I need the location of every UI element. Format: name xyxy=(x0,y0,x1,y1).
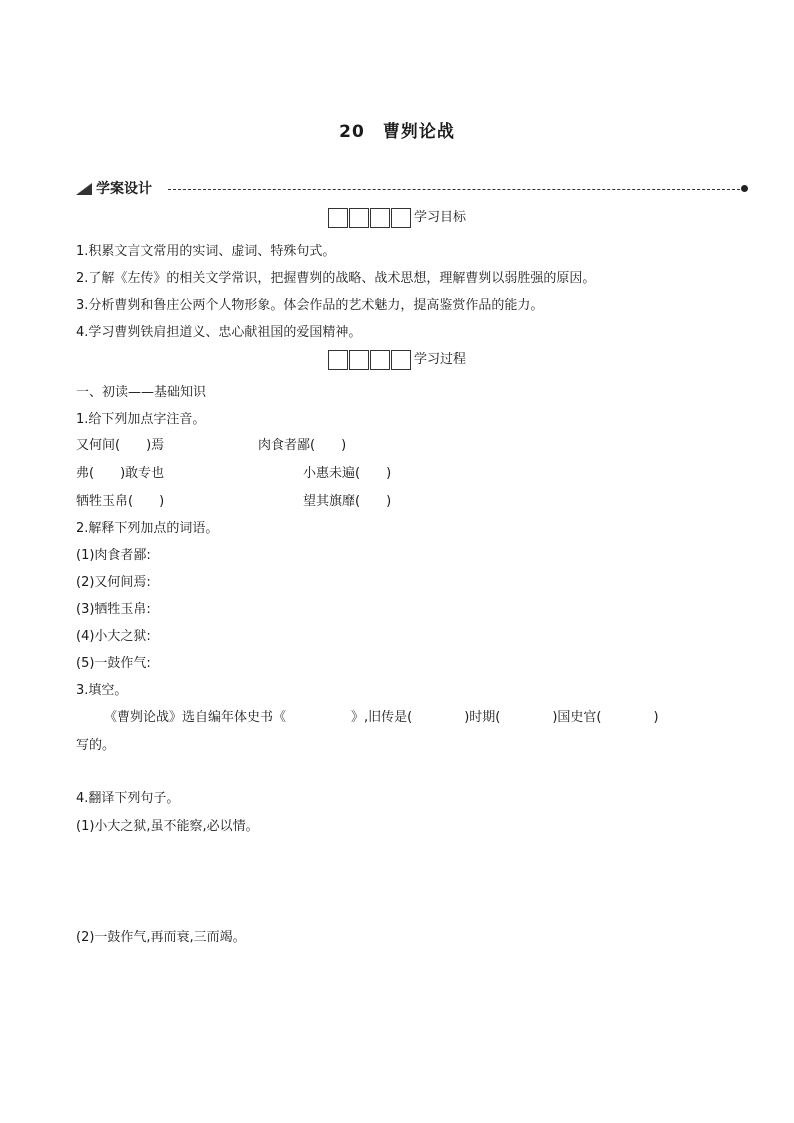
pinyin-item: 肉食者鄙( ) xyxy=(258,438,347,453)
box-icon xyxy=(349,350,369,370)
triangle-icon xyxy=(76,183,92,195)
section-heading-goals xyxy=(328,208,466,228)
page-title xyxy=(0,117,794,142)
fill-blank-line: 写的。 xyxy=(76,738,116,753)
definition-item: (1)肉食者鄙: xyxy=(76,548,151,563)
goal-item: 3.分析曹刿和鲁庄公两个人物形象。体会作品的艺术魅力，提高鉴赏作品的能力。 xyxy=(76,298,544,313)
section-heading-label: 学习过程 xyxy=(414,352,467,367)
translation-item: (1)小大之狱,虽不能察,必以情。 xyxy=(76,819,259,834)
definition-item: (2)又何间焉: xyxy=(76,575,151,590)
pinyin-item: 小惠未遍( ) xyxy=(303,466,392,481)
box-icon xyxy=(391,208,411,228)
goal-item: 4.学习曹刿铁肩担道义、忠心献祖国的爱国精神。 xyxy=(76,325,362,340)
section-banner xyxy=(76,179,748,199)
lesson-number: 20 xyxy=(339,122,365,142)
question-title: 3.填空。 xyxy=(76,683,128,698)
box-icon xyxy=(391,350,411,370)
goal-item: 1.积累文言文常用的实词、虚词、特殊句式。 xyxy=(76,244,336,259)
box-icon xyxy=(370,350,390,370)
question-title: 2.解释下列加点的词语。 xyxy=(76,521,219,536)
box-icon xyxy=(349,208,369,228)
banner-label: 学案设计 xyxy=(96,181,152,197)
lesson-title: 曹刿论战 xyxy=(382,122,455,142)
translation-item: (2)一鼓作气,再而衰,三而竭。 xyxy=(76,930,246,945)
goal-item: 2.了解《左传》的相关文学常识，把握曹刿的战略、战术思想，理解曹刿以弱胜强的原因。 xyxy=(76,271,596,286)
definition-item: (3)牺牲玉帛: xyxy=(76,602,151,617)
pinyin-item: 牺牲玉帛( ) xyxy=(76,494,165,509)
dotted-divider xyxy=(168,189,740,190)
question-title: 4.翻译下列句子。 xyxy=(76,791,180,806)
box-icon xyxy=(370,208,390,228)
bullet-dot-icon xyxy=(741,185,748,192)
definition-item: (4)小大之狱: xyxy=(76,629,151,644)
box-icon xyxy=(328,208,348,228)
section-heading-process xyxy=(328,350,466,370)
box-icon xyxy=(328,350,348,370)
pinyin-item: 又何间( )焉 xyxy=(76,438,165,453)
part-title: 一、初读——基础知识 xyxy=(76,385,207,400)
section-heading-label: 学习目标 xyxy=(414,210,467,225)
question-title: 1.给下列加点字注音。 xyxy=(76,412,206,427)
definition-item: (5)一鼓作气: xyxy=(76,656,151,671)
pinyin-item: 弗( )敢专也 xyxy=(76,466,165,481)
pinyin-item: 望其旗靡( ) xyxy=(303,494,392,509)
fill-blank-line: 《曹刿论战》选自编年体史书《 》,旧传是( )时期( )国史官( ) xyxy=(104,710,659,725)
